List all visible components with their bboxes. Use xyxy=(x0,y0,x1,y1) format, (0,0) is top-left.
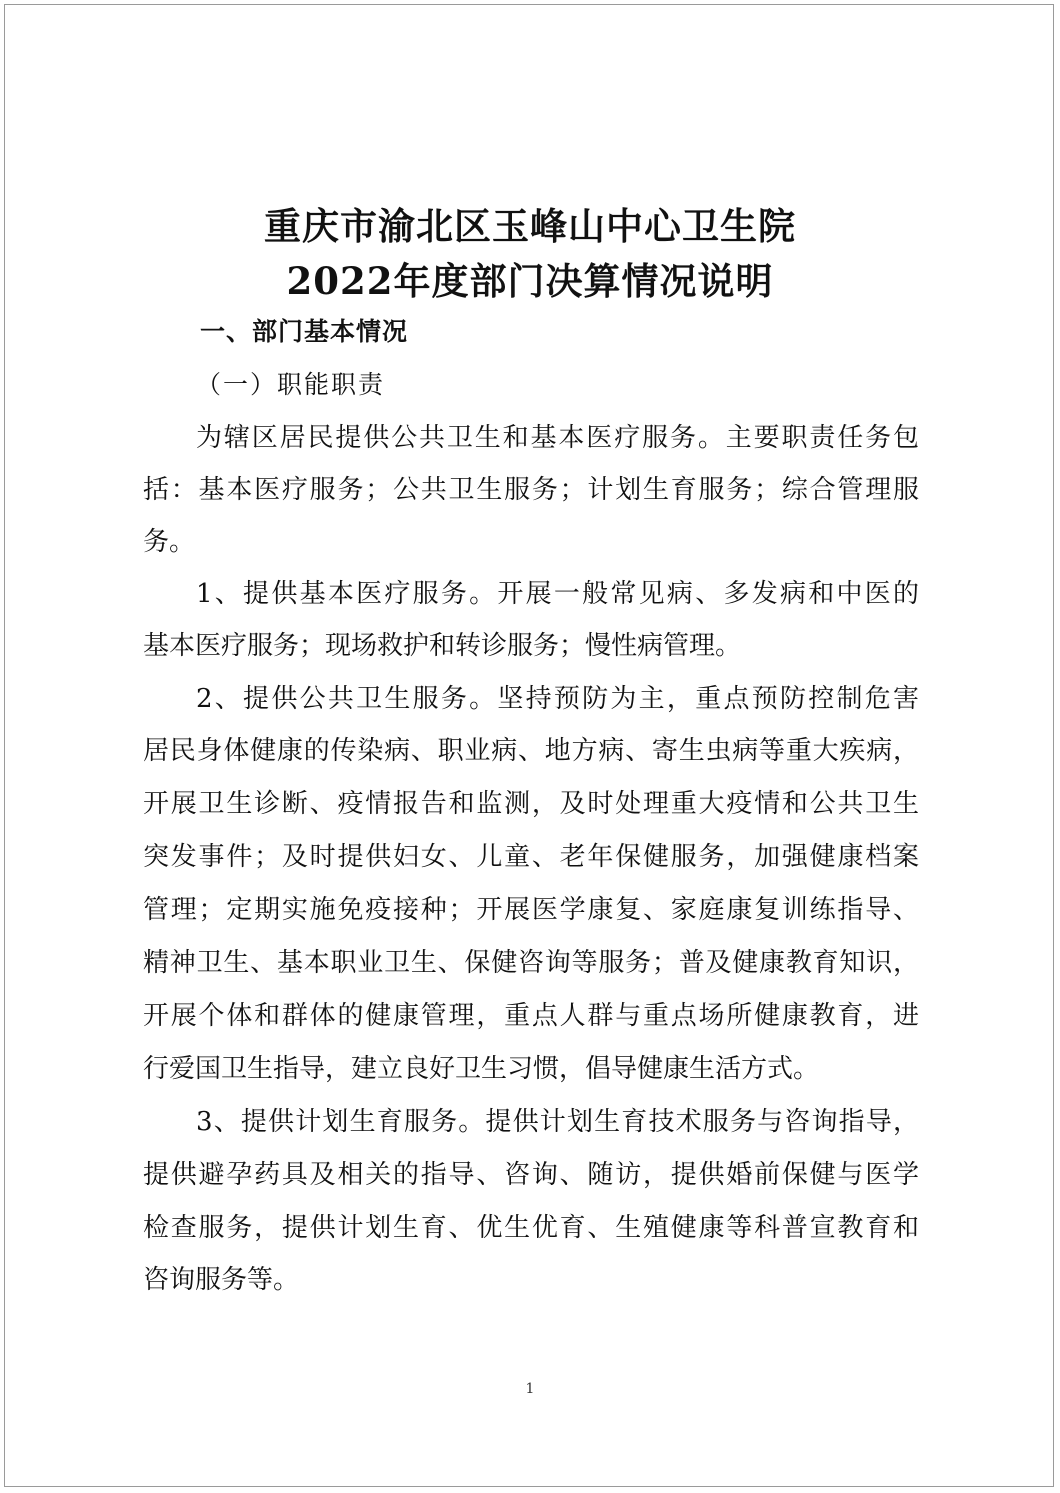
document-title-line-2: 2022年度部门决算情况说明 xyxy=(286,259,774,303)
document-title-line-1: 重庆市渝北区玉峰山中心卫生院 xyxy=(264,204,796,248)
paragraph-line: 务。 xyxy=(143,527,196,557)
paragraph-line: 3、提供计划生育服务。提供计划生育技术服务与咨询指导， xyxy=(196,1107,919,1137)
paragraph-line: 提供避孕药具及相关的指导、咨询、随访，提供婚前保健与医学 xyxy=(143,1160,919,1190)
paragraph-line: 1、提供基本医疗服务。开展一般常见病、多发病和中医的 xyxy=(196,579,919,609)
paragraph-line: 括：基本医疗服务；公共卫生服务；计划生育服务；综合管理服 xyxy=(143,475,919,505)
paragraph-line: 基本医疗服务；现场救护和转诊服务；慢性病管理。 xyxy=(143,631,742,661)
paragraph-line: 精神卫生、基本职业卫生、保健咨询等服务；普及健康教育知识， xyxy=(143,948,919,978)
paragraph-line: 行爱国卫生指导，建立良好卫生习惯，倡导健康生活方式。 xyxy=(143,1054,820,1084)
paragraph-line: 居民身体健康的传染病、职业病、地方病、寄生虫病等重大疾病， xyxy=(143,736,919,766)
page-number: 1 xyxy=(525,1381,535,1397)
section-heading: 一、部门基本情况 xyxy=(200,317,409,346)
paragraph-line: 为辖区居民提供公共卫生和基本医疗服务。主要职责任务包 xyxy=(196,423,919,453)
subsection-heading: （一）职能职责 xyxy=(196,370,386,399)
paragraph-line: 突发事件；及时提供妇女、儿童、老年保健服务，加强健康档案 xyxy=(143,842,919,872)
paragraph-line: 检查服务，提供计划生育、优生优育、生殖健康等科普宣教育和 xyxy=(143,1213,919,1243)
paragraph-line: 管理；定期实施免疫接种；开展医学康复、家庭康复训练指导、 xyxy=(143,895,919,925)
paragraph-line: 咨询服务等。 xyxy=(143,1265,300,1295)
paragraph-line: 开展卫生诊断、疫情报告和监测，及时处理重大疫情和公共卫生 xyxy=(143,789,919,819)
paragraph-line: 2、提供公共卫生服务。坚持预防为主，重点预防控制危害 xyxy=(196,684,919,714)
paragraph-line: 开展个体和群体的健康管理，重点人群与重点场所健康教育，进 xyxy=(143,1001,919,1031)
